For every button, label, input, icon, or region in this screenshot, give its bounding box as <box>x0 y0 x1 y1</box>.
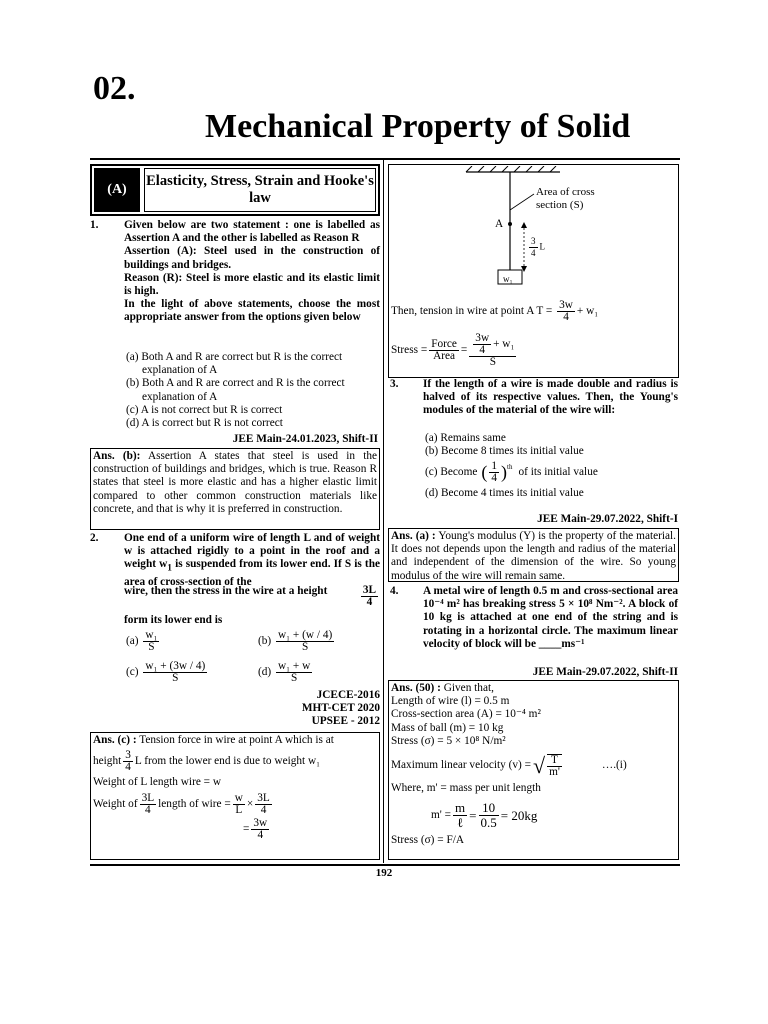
fraction-denominator: S <box>291 672 298 684</box>
fraction-denominator: 4 <box>366 596 373 608</box>
q3-question: If the length of a wire is made double and radius is halved of its respective values. Then, the Young's modules of the material of the wire will: <box>423 378 678 417</box>
fraction-denominator: 4 <box>491 472 498 485</box>
chapter-number: 02. <box>93 70 136 107</box>
q2-ref: UPSEE - 2012 <box>311 715 380 728</box>
q4-answer-line: Given that, <box>443 682 494 694</box>
page-number: 192 <box>375 867 393 879</box>
q1-answer-label: Ans. (b): <box>93 450 141 462</box>
stress-fraction <box>429 339 459 362</box>
times-sign: × <box>246 798 254 811</box>
q1-answer <box>90 448 380 530</box>
q2-text-cont: is suspended from its lower end. If S is the area of cross-section of the <box>124 558 380 588</box>
figure-weight-label: w₁ <box>503 274 513 284</box>
fraction-denominator: L <box>235 804 243 817</box>
q1-line: Assertion (A): Steel used in the construction of buildings and bridges. <box>124 245 380 271</box>
q2-option-d <box>258 661 314 684</box>
q3-option: (a) Remains same <box>425 432 506 444</box>
tension-text: Then, tension in wire at point A T = <box>391 305 553 318</box>
q4-answer-line: Stress (σ) = 5 × 10⁸ N/m² <box>391 734 506 747</box>
q4-question: A metal wire of length 0.5 m and cross-sectional area 10⁻⁴ m² has breaking stress 5 × 10⁸ Nm⁻². A block of 10 kg is attached at one end of the string and is rotating in a horizontal circle. The maximum linear velocity of block will be ____ms⁻¹ <box>423 585 678 650</box>
q3-answer-label: Ans. (a) : <box>391 530 436 542</box>
q1-option: (a) Both A and R are correct but R is the correct explanation of A <box>126 351 343 377</box>
q3-option: (d) Become 4 times its initial value <box>425 487 584 500</box>
q2-references <box>200 689 380 729</box>
figure-point-a: A <box>495 218 504 230</box>
option-label: (a) <box>126 635 139 648</box>
q1-option: (c) A is not correct but R is correct <box>126 403 283 416</box>
q2-answer-line: length of wire = <box>158 798 231 811</box>
mass-fraction <box>479 801 499 830</box>
q4-answer-line: Where, m' = mass per unit length <box>391 782 541 795</box>
fraction-numerator: 3w <box>559 299 573 311</box>
tension-line <box>391 300 598 323</box>
q2-answer-line: height <box>93 755 122 768</box>
tension-text: + w₁ <box>576 305 599 318</box>
fraction-numerator: w₁ + (3w / 4) <box>145 660 206 672</box>
column-divider <box>383 160 384 863</box>
option-fraction <box>143 661 207 684</box>
q3-option <box>425 461 675 484</box>
section-header <box>90 164 380 216</box>
option-fraction <box>143 630 159 653</box>
q1-options <box>126 351 380 430</box>
paren-open: ( <box>481 462 488 483</box>
q2-answer <box>90 732 380 860</box>
q2-answer-line: Weight of <box>93 798 138 811</box>
equation-tag: ….(i) <box>601 759 627 772</box>
equals-sign: = <box>469 808 477 824</box>
section-tag: (A) <box>94 168 140 212</box>
q2-ref: MHT-CET 2020 <box>301 702 380 715</box>
fraction-denominator: 4 <box>257 829 264 842</box>
fraction-numerator: Force <box>431 338 457 350</box>
stress-top: + w₁ <box>493 338 515 351</box>
figure-area-label: Area of cross section (S) <box>536 186 595 211</box>
stress-label: Stress = <box>391 343 428 356</box>
section-title <box>144 168 376 212</box>
q2-answer-line: Tension force in wire at point A which is at <box>139 734 334 746</box>
option-label: (c) <box>126 666 139 679</box>
q2-question <box>124 532 380 589</box>
q1-line: Given below are two statement : one is labelled as Assertion A and the other is labelled as Reason R <box>124 219 380 245</box>
fraction-numerator: 3w <box>475 332 490 344</box>
fraction-denominator: S <box>148 641 155 653</box>
fraction-denominator: 4 <box>125 761 131 774</box>
sqrt-fraction <box>547 754 562 778</box>
q2-option-a <box>126 630 161 653</box>
answer-fraction <box>251 818 269 841</box>
fraction-numerator: 3L <box>362 584 376 596</box>
q4-answer <box>388 680 679 860</box>
superscript: th <box>507 463 513 472</box>
q2-option-c <box>126 661 209 684</box>
q1-number: 1. <box>90 219 99 231</box>
fraction-numerator: w₁ + w <box>278 660 311 672</box>
stress-compound-fraction <box>469 333 516 368</box>
q4-reference: JEE Main-29.07.2022, Shift-II <box>532 666 678 678</box>
footer-rule <box>90 864 680 866</box>
q3-options <box>425 432 675 501</box>
q2-height-line <box>124 585 380 608</box>
q4-answer-line: Stress (σ) = F/A <box>391 834 465 847</box>
q4-velocity-line <box>391 754 676 778</box>
q2-number: 2. <box>90 532 99 544</box>
figure-length-label <box>527 236 545 259</box>
answer-fraction <box>233 793 245 816</box>
option-text: of its initial value <box>518 466 598 479</box>
fraction-denominator: 0.5 <box>480 815 497 831</box>
q4-answer-label: Ans. (50) : <box>391 682 441 694</box>
q1-line: In the light of above statements, choose the most appropriate answer from the options given below <box>124 298 380 324</box>
q1-answer-text: Assertion A states that steel is used in the construction of buildings and bridges, which is true. Reason R states that steel is more elastic and has a higher elastic limit compared to other common construction materials like concrete, and that is why it is preferred in construction. <box>93 450 377 515</box>
fraction-denominator: Area <box>433 350 456 362</box>
equals-sign: = <box>243 823 250 836</box>
inner-fraction <box>473 333 491 356</box>
sqrt-sign: √ <box>533 753 546 779</box>
fraction-numerator: 10 <box>479 801 499 816</box>
fraction-denominator: 4 <box>563 311 569 323</box>
q1-option: (b) Both A and R are correct and R is the correct explanation of A <box>126 377 345 403</box>
chapter-title: Mechanical Property of Solid <box>205 108 631 145</box>
section-title-text: Elasticity, Stress, Strain and Hooke's law <box>146 173 374 206</box>
q1-reference: JEE Main-24.01.2023, Shift-II <box>232 433 378 445</box>
paren-close: ) <box>501 462 508 483</box>
tension-fraction <box>557 300 575 323</box>
fraction-denominator: S <box>489 356 496 368</box>
q4-number: 4. <box>390 585 399 597</box>
q2-ref: JCECE-2016 <box>316 689 380 701</box>
q2-answer-line: L from the lower end is due to weight w₁ <box>134 755 321 768</box>
q3-option: (b) Become 8 times its initial value <box>425 445 584 458</box>
fraction-numerator: w₁ + (w / 4) <box>278 629 333 641</box>
stress-line <box>391 333 518 368</box>
length-fraction <box>529 236 538 259</box>
q2-lower-end: form its lower end is <box>124 614 223 626</box>
q2-answer-line: Weight of L length wire = w <box>93 776 222 789</box>
mass-result: = 20kg <box>500 808 538 824</box>
left-column-frame <box>90 160 91 860</box>
q3-answer <box>388 528 679 582</box>
fraction-numerator: T <box>547 755 562 767</box>
answer-fraction <box>140 793 157 816</box>
fraction-denominator: 4 <box>531 248 536 258</box>
answer-fraction <box>123 750 133 773</box>
fraction-denominator: m' <box>549 766 560 779</box>
q2-height-fraction <box>361 585 378 608</box>
q4-mass-line <box>391 801 676 830</box>
equals-sign: = <box>460 343 468 356</box>
fraction-denominator: 4 <box>145 804 151 817</box>
q3-reference: JEE Main-29.07.2022, Shift-I <box>537 513 678 525</box>
length-unit: L <box>539 241 545 252</box>
q4-answer-line: Length of wire (l) = 0.5 m <box>391 695 510 708</box>
q4-answer-line: Mass of ball (m) = 10 kg <box>391 721 504 734</box>
mass-fraction <box>453 801 467 830</box>
q2-option-b <box>258 630 336 653</box>
fraction-denominator: 4 <box>479 344 486 356</box>
q3-number: 3. <box>390 378 399 390</box>
fraction-numerator: 3w <box>253 817 268 830</box>
q4-answer-line: Maximum linear velocity (v) = <box>391 759 532 772</box>
fraction-numerator: 3L <box>257 792 270 805</box>
q1-line: Reason (R): Steel is more elastic and its elastic limit is high. <box>124 271 380 298</box>
fraction-denominator: S <box>172 672 179 684</box>
fraction-numerator: w₁ <box>145 629 158 641</box>
fraction-numerator <box>469 333 516 357</box>
mass-label: m' = <box>431 809 452 822</box>
option-fraction <box>276 661 312 684</box>
fraction-denominator: 4 <box>260 804 267 817</box>
fraction-numerator: 3 <box>125 749 131 762</box>
q2-height-text: wire, then the stress in the wire at a height <box>124 585 328 597</box>
option-fraction <box>489 461 499 484</box>
q1-option: (d) A is correct but R is not correct <box>126 417 283 430</box>
title-rule <box>90 158 680 160</box>
fraction-numerator: w <box>234 792 243 805</box>
fraction-denominator: S <box>301 641 309 653</box>
fraction-numerator: 3L <box>141 792 155 805</box>
fraction-numerator: 3 <box>531 236 536 246</box>
fraction-numerator: m <box>455 800 466 816</box>
q2-sub: 1 <box>167 563 172 574</box>
fraction-denominator: ℓ <box>456 815 464 831</box>
option-text: (c) Become <box>425 466 478 479</box>
q2-text: One end of a uniform wire of length L and of weight w is attached rigidly to a point in the roof and a weight w <box>124 532 380 571</box>
q3-answer-text: Young's modulus (Y) is the property of the material. It does not depends upon the length and radius of the material and independent of the dimension of the wire. So young modulus of the wire will remain same. <box>391 530 676 582</box>
q1-question <box>124 219 380 325</box>
answer-fraction <box>255 793 272 816</box>
option-label: (b) <box>258 635 272 648</box>
q2-answer-label: Ans. (c) : <box>93 734 137 746</box>
wire-figure <box>460 166 620 290</box>
option-fraction <box>276 630 334 653</box>
fraction-numerator: 1 <box>491 460 498 473</box>
q4-answer-line: Cross-section area (A) = 10⁻⁴ m² <box>391 708 541 721</box>
option-label: (d) <box>258 666 272 679</box>
